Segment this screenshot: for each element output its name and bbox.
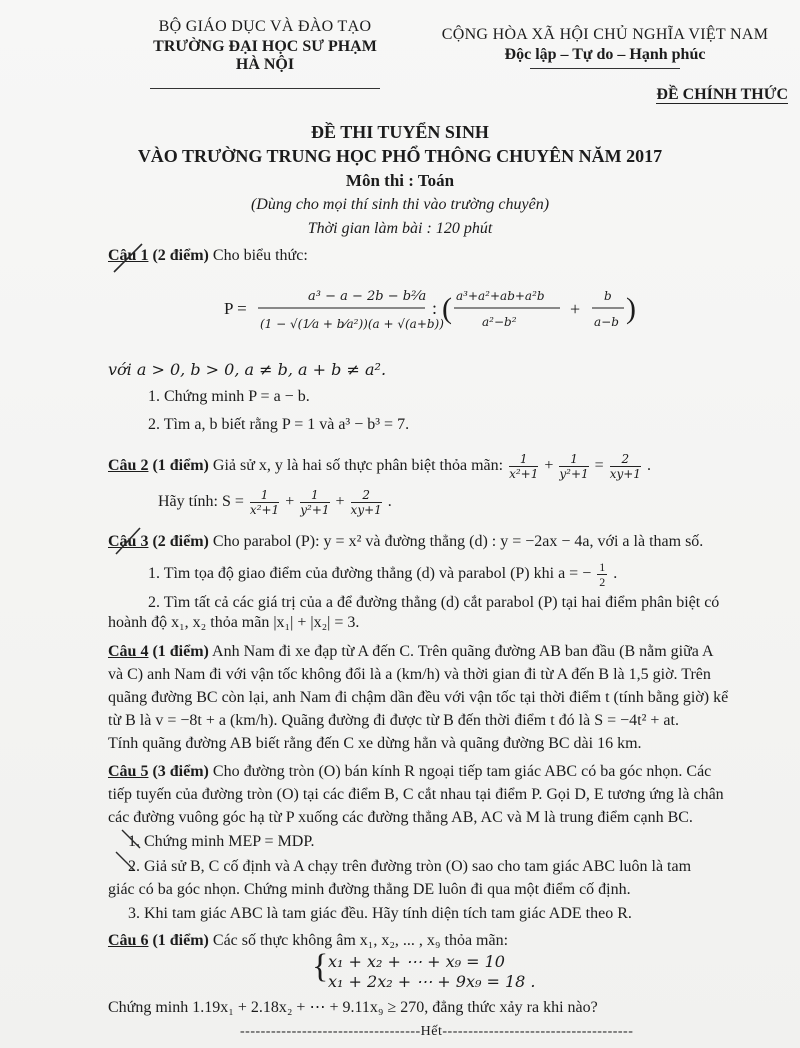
motto: Độc lập – Tự do – Hạnh phúc [504,46,706,63]
exam-title: ĐỀ THI TUYỂN SINH [311,122,489,142]
country-name: CỘNG HÒA XÃ HỘI CHỦ NGHĨA VIỆT NAM [441,26,769,43]
q4-line-5: Tính quãng đường AB biết rằng đến C xe dừng hẳn và quãng đường BC dài 16 km. [108,735,642,752]
q4-line-2: và C) anh Nam đi với vận tốc không đổi là a (km/h) và thời gian đi từ A đến B là 1,5 giờ. Trên [108,666,711,683]
q3-item-1: 1. Tìm tọa độ giao điểm của đường thẳng (d) và parabol (P) khi a = − $\frac{1}{2}$ . [148,560,618,589]
q5-item-3: 3. Khi tam giác ABC là tam giác đều. Hãy tính diện tích tam giác ADE theo R. [128,905,632,922]
q1-condition: với a > 0, b > 0, a ≠ b, a + b ≠ a². [108,360,387,379]
svg-text::: : [432,298,438,318]
svg-text:(: ( [442,292,452,325]
q5-line-3: các đường vuông góc hạ từ P xuống các đường thẳng AB, AC và M là trung điểm cạnh BC. [108,809,693,826]
q6-brace: { [312,948,329,985]
q6-heading: Câu 6 (1 điểm) Các số thực không âm x₁, x₂, ... , x₉ thỏa mãn: [108,932,509,949]
header-right-underline [530,68,680,69]
q1-item-2: 2. Tìm a, b biết rằng P = 1 và a³ − b³ = 7. [148,416,410,433]
pen-mark-q1 [108,240,148,276]
pen-mark-q3 [108,522,148,558]
q2-frac-3: $\frac{2}{xy+1}$ [609,452,641,481]
svg-text:a³ − a − 2b − b²⁄a: a³ − a − 2b − b²⁄a [308,289,427,304]
ministry-name: BỘ GIÁO DỤC VÀ ĐÀO TẠO [158,18,372,35]
q6-prove: Chứng minh 1.19x₁ + 2.18x₂ + ⋯ + 9.11x₉ ≥ 270, đẳng thức xảy ra khi nào? [108,999,598,1016]
header-left-underline [150,88,380,89]
q2-heading: Câu 2 (1 điểm) Giả sử x, y là hai số thực phân biệt thỏa mãn: $\frac{1}{\text{x²+1}}$ + $\frac{1}{\text{y²+1}}$ = $\frac{2}{xy+1}$ . [108,452,651,481]
q6-eq-1: x₁ + x₂ + ⋯ + x₉ = 10 [328,952,505,971]
q6-eq-2: x₁ + 2x₂ + ⋯ + 9x₉ = 18 . [328,972,536,991]
q4-line-4: từ B là v = −8t + a (km/h). Quãng đường đi được từ B đến thời điểm t đó là S = −4t² + at. [108,712,679,729]
pen-mark-q5-2 [112,846,142,876]
q4-line-3: quãng đường BC còn lại, anh Nam đi chậm dần đều với vận tốc tại thời điểm t (tính bằng giờ) kể [108,689,729,706]
svg-text:b: b [604,289,612,303]
q1-heading: Câu 1 (2 điểm) Cho biểu thức: [108,247,308,264]
q5-item-2a: 2. Giả sử B, C cố định và A chạy trên đường tròn (O) sao cho tam giác ABC luôn là tam [128,858,692,875]
q5-line-1: Câu 5 (3 điểm) Cho đường tròn (O) bán kính R ngoại tiếp tam giác ABC có ba góc nhọn. Các [108,763,712,780]
exam-subject: Môn thi : Toán [345,171,455,190]
q5-item-1: 1. Chứng minh MEP = MDP. [128,833,315,850]
svg-text:(1 − √(1⁄a + b⁄a²))(a + √(a+b): (1 − √(1⁄a + b⁄a²))(a + √(a+b)) [260,317,444,331]
svg-text:a³+a²+ab+a²b: a³+a²+ab+a²b [456,289,545,303]
q2-frac-1: $\frac{1}{\text{x²+1}}$ [509,452,539,481]
official-label: ĐỀ CHÍNH THỨC [656,86,788,103]
exam-time: Thời gian làm bài : 120 phút [307,220,493,237]
q5-item-2b: giác có ba góc nhọn. Chứng minh đường thẳng DE luôn đi qua một điểm cố định. [108,881,631,898]
q4-line-1: Câu 4 (1 điểm) Anh Nam đi xe đạp từ A đến C. Trên quãng đường AB ban đầu (B nằm giữa A [108,643,714,660]
header-right [440,26,770,69]
q1-formula [220,278,780,342]
q5-line-2: tiếp tuyến của đường tròn (O) tại các điểm B, C cắt nhau tại điểm P. Gọi D, E tương ứng là chân [108,786,724,803]
svg-text:+: + [570,299,581,319]
svg-text:P =: P = [224,299,247,318]
q1-item-1: 1. Chứng minh P = a − b. [148,388,310,405]
q3-item-2a: 2. Tìm tất cả các giá trị của a để đường thẳng (d) cắt parabol (P) tại hai điểm phân biệt có [148,594,720,611]
q3-heading: Câu 3 (2 điểm) Cho parabol (P): y = x² và đường thẳng (d) : y = −2ax − 4a, với a là tham số. [108,533,704,550]
q3-item-2b: hoành độ x₁, x₂ thỏa mãn |x₁| + |x₂| = 3. [108,614,360,631]
q2-frac-2: $\frac{1}{\text{y²+1}}$ [559,452,589,481]
q2-compute: Hãy tính: S = $\frac{1}{\text{x²+1}}$ + $\frac{1}{\text{y²+1}}$ + $\frac{2}{xy+1}$ . [158,488,392,517]
exam-subtitle: VÀO TRƯỜNG TRUNG HỌC PHỔ THÔNG CHUYÊN NĂM 2017 [137,146,663,166]
header-left [150,18,380,89]
exam-note: (Dùng cho mọi thí sinh thi vào trường chuyên) [250,196,550,213]
end-marker: -----------------------------------Hết------------------------------------- [240,1024,634,1039]
svg-text:): ) [626,292,636,325]
university-name: TRƯỜNG ĐẠI HỌC SƯ PHẠM HÀ NỘI [153,38,377,73]
svg-text:a−b: a−b [594,315,619,329]
svg-text:a²−b²: a²−b² [482,315,517,329]
